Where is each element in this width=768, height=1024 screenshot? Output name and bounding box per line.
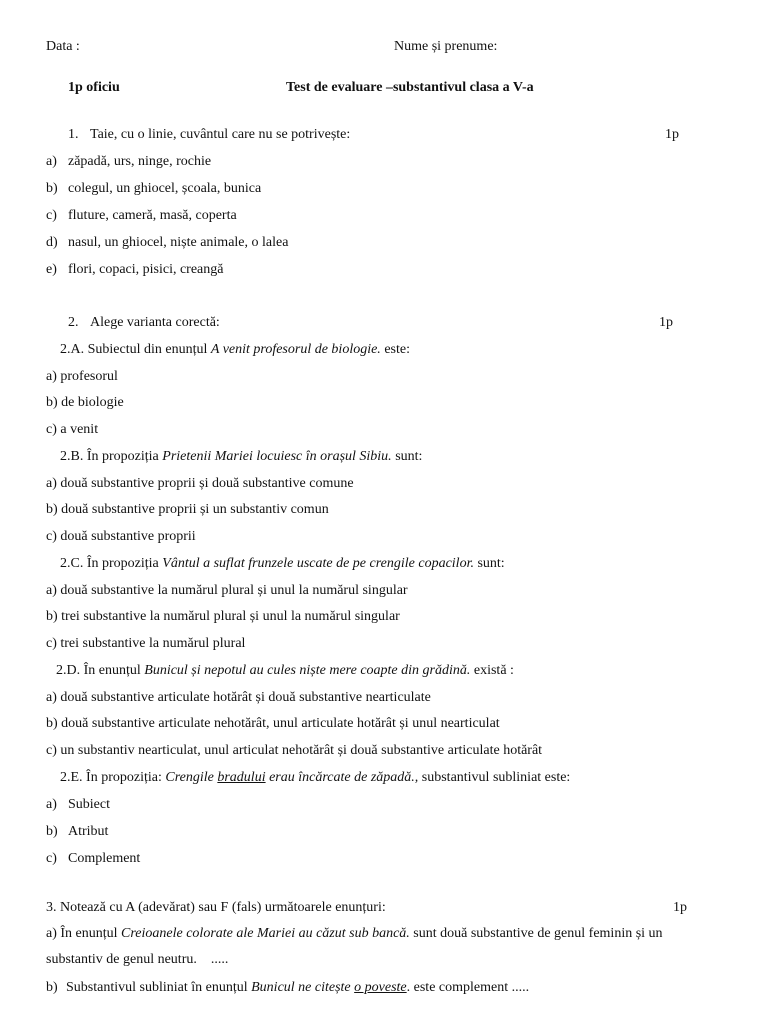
date-label: Data : <box>46 39 80 54</box>
q2e-prefix: 2.E. În propoziția: <box>60 770 162 785</box>
q2b-stem <box>60 448 422 466</box>
q2e-underlined-word: bradului <box>217 770 266 785</box>
q2e-option-letter: a) <box>46 797 57 812</box>
q2c-option: b) trei substantive la numărul plural și unul la numărul singular <box>46 609 400 624</box>
q2c-stem <box>60 555 505 573</box>
q1-points: 1p <box>665 127 679 142</box>
q2a-stem <box>60 341 410 359</box>
q1-number: 1. <box>68 127 79 142</box>
q1-option-text: flori, copaci, pisici, creangă <box>68 262 224 277</box>
q2-number: 2. <box>68 315 79 330</box>
q2a-option: b) de biologie <box>46 395 124 410</box>
q3-points: 1p <box>673 900 687 915</box>
q3b-letter: b) <box>46 980 58 995</box>
q2d-option: c) un substantiv nearticulat, unul articulat nehotărât și două substantive articulate hotărât <box>46 743 543 758</box>
q2b-option: b) două substantive proprii și un substantiv comun <box>46 502 329 517</box>
q2e-sentence-start: Crengile <box>165 770 214 785</box>
q2c-prefix: 2.C. În propoziția <box>60 556 159 571</box>
q1-option-letter: b) <box>46 181 58 196</box>
q2c-option: c) trei substantive la numărul plural <box>46 636 246 651</box>
q2b-option: a) două substantive proprii și două substantive comune <box>46 476 354 491</box>
q1-option-letter: a) <box>46 154 57 169</box>
q3b-sentence: Bunicul ne citește <box>251 980 351 995</box>
q2a-prefix: 2.A. Subiectul din enunțul <box>60 342 208 357</box>
q2e-option-text: Subiect <box>68 797 110 812</box>
q2e-sentence-end: erau încărcate de zăpadă., <box>269 770 419 785</box>
q2e-option-text: Atribut <box>68 824 109 839</box>
q2e-option-letter: c) <box>46 851 57 866</box>
q1-option-letter: e) <box>46 262 57 277</box>
q2a-suffix: este: <box>384 342 410 357</box>
q2d-suffix: există : <box>473 663 514 678</box>
q1-text: Taie, cu o linie, cuvântul care nu se potrivește: <box>90 127 351 142</box>
oficiu-label: 1p oficiu <box>68 80 120 95</box>
q3b-suffix: . este complement ..... <box>406 980 530 995</box>
q3b-stem <box>66 979 529 997</box>
q2a-option: c) a venit <box>46 422 99 437</box>
q2b-sentence: Prietenii Mariei locuiesc în orașul Sibiu. <box>162 449 392 464</box>
q1-option-letter: d) <box>46 235 58 250</box>
q2d-option: b) două substantive articulate nehotărât, unul articulate hotărât și unul nearticulat <box>46 716 500 731</box>
q2d-prefix: 2.D. În enunțul <box>56 663 141 678</box>
q3a-prefix: a) În enunțul <box>46 926 118 941</box>
q3-text: 3. Notează cu A (adevărat) sau F (fals) următoarele enunțuri: <box>46 900 386 915</box>
q3a-stem-continuation: substantiv de genul neutru. ..... <box>46 952 229 967</box>
q2b-prefix: 2.B. În propoziția <box>60 449 159 464</box>
q1-option-text: colegul, un ghiocel, școala, bunica <box>68 181 262 196</box>
q1-option-letter: c) <box>46 208 57 223</box>
q2a-option: a) profesorul <box>46 369 118 384</box>
test-title: Test de evaluare –substantivul clasa a V-a <box>286 80 534 95</box>
q2e-suffix: substantivul subliniat este: <box>421 770 571 785</box>
q2-text: Alege varianta corectă: <box>90 315 220 330</box>
q2c-suffix: sunt: <box>477 556 505 571</box>
q2c-option: a) două substantive la numărul plural și unul la numărul singular <box>46 583 408 598</box>
q1-option-text: nasul, un ghiocel, niște animale, o lalea <box>68 235 289 250</box>
q2d-sentence: Bunicul și nepotul au cules niște mere coapte din grădină. <box>144 663 471 678</box>
q2c-sentence: Vântul a suflat frunzele uscate de pe crengile copacilor. <box>162 556 474 571</box>
q3b-prefix: Substantivul subliniat în enunțul <box>66 980 248 995</box>
q2b-option: c) două substantive proprii <box>46 529 196 544</box>
q2e-stem <box>60 769 570 787</box>
q2-points: 1p <box>659 315 673 330</box>
q2e-option-text: Complement <box>68 851 141 866</box>
q1-option-text: fluture, cameră, masă, coperta <box>68 208 237 223</box>
q2a-sentence: A venit profesorul de biologie. <box>210 342 381 357</box>
q2b-suffix: sunt: <box>395 449 423 464</box>
q3b-underlined-phrase: o poveste <box>354 980 407 995</box>
q2d-stem <box>56 662 514 680</box>
q3a-suffix: sunt două substantive de genul feminin și un <box>413 926 663 941</box>
q2d-option: a) două substantive articulate hotărât și două substantive nearticulate <box>46 690 431 705</box>
q3a-stem <box>46 925 663 943</box>
name-label: Nume și prenume: <box>394 39 498 54</box>
q1-option-text: zăpadă, urs, ninge, rochie <box>68 154 212 169</box>
q2e-option-letter: b) <box>46 824 58 839</box>
q3a-sentence: Creioanele colorate ale Mariei au căzut sub bancă. <box>121 926 410 941</box>
